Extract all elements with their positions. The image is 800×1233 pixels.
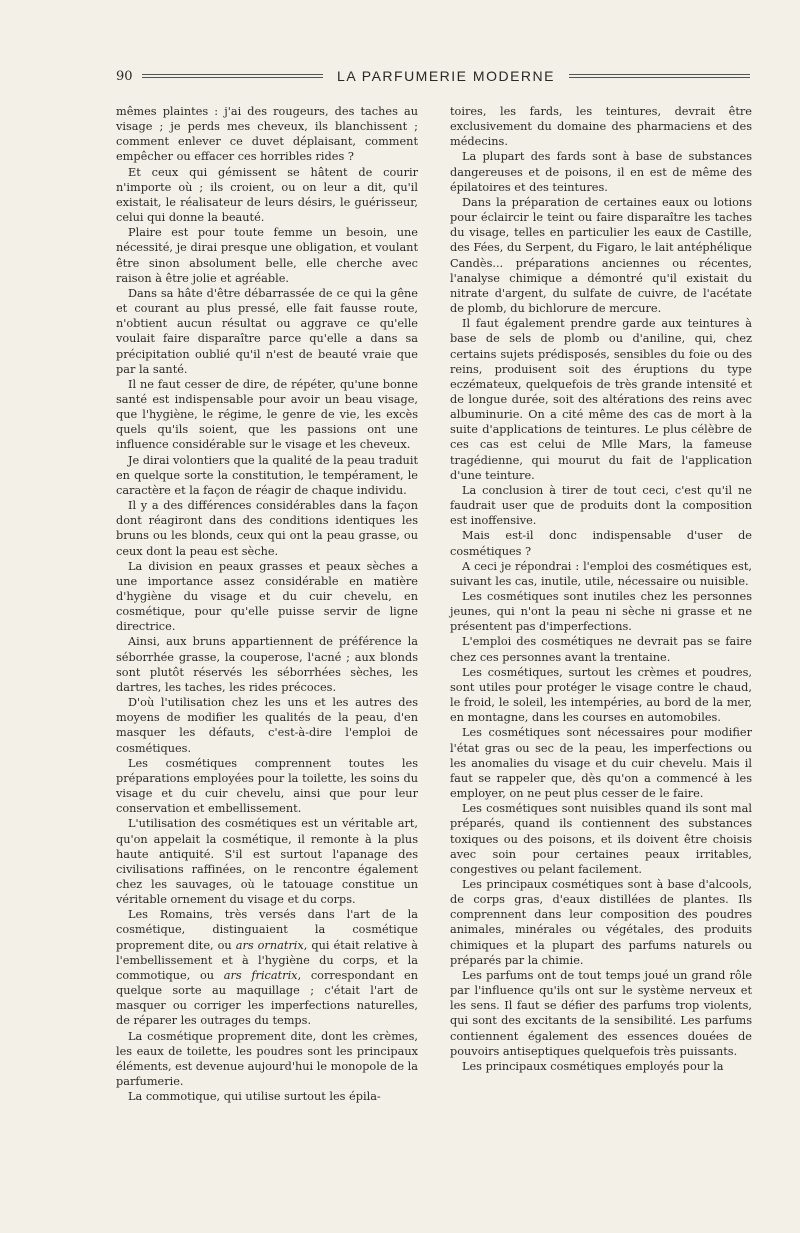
paragraph: Dans sa hâte d'être débarrassée de ce qui la gêne et courant au plus pressé, elle fait fausse route, n'obtient aucun résultat ou aggrave ce qu'elle voulait faire disparaître parce qu'elle a dans sa précipitation oublié qu'il n'est de beauté vraie que par la santé. — [116, 286, 418, 376]
paragraph: Plaire est pour toute femme un besoin, une nécessité, je dirai presque une obligation, et voulant être sinon absolument belle, elle cherche avec raison à être jolie et agréable. — [116, 226, 418, 285]
paragraph: Les cosmétiques sont nuisibles quand ils sont mal préparés, quand ils contiennent des substances toxiques ou des poisons, et ils doivent être choisis avec soin pour certaines peaux irritables, congestives ou pelant facilement. — [450, 802, 752, 876]
paragraph: Dans la préparation de certaines eaux ou lotions pour éclaircir le teint ou faire disparaître les taches du visage, telles en particulier les eaux de Castille, des Fées, du Serpent, du Figaro, le lait antéphélique Candès... préparations anciennes ou récentes, l'analyse chimique a démontré qu'il existait du nitrate d'argent, du sulfate de cuivre, de l'acétate de plomb, du bichlorure de mercure. — [450, 195, 752, 316]
paragraph: Il ne faut cesser de dire, de répéter, qu'une bonne santé est indispensable pour avoir un beau visage, que l'hygiène, le régime, le genre de vie, les excès quels qu'ils soient, que les passions ont une influence considérable sur le visage et les cheveux. — [116, 377, 418, 452]
paragraph: Il y a des différences considérables dans la façon dont réagiront dans des conditions identiques les bruns ou les blonds, ceux qui ont la peau grasse, ou ceux dont la peau est sèche. — [116, 499, 418, 558]
paragraph: Et ceux qui gémissent se hâtent de courir n'importe où ; ils croient, ou on leur a dit, qu'il existait, le réalisateur de leurs désirs, le guérisseur, celui qui donne la beauté. — [116, 165, 418, 225]
paragraph: La conclusion à tirer de tout ceci, c'est qu'il ne faudrait user que de produits dont la composition est inoffensive. — [450, 483, 752, 528]
paragraph: La division en peaux grasses et peaux sèches a une importance assez considérable en matière d'hygiène du visage et du cuir chevelu, en cosmétique, pour qu'elle puisse servir de ligne directrice. — [116, 559, 418, 634]
paragraph: Ainsi, aux bruns appartiennent de préférence la séborrhée grasse, la couperose, l'acné ; aux blonds sont plutôt réservés les séborrhées sèches, les dartres, les taches, les rides précoces. — [116, 635, 418, 694]
paragraph: Les principaux cosmétiques employés pour la — [462, 1059, 724, 1073]
paragraph: Il faut également prendre garde aux teintures à base de sels de plomb ou d'aniline, qui, chez certains sujets prédisposés, sensibles du foie ou des reins, produisent soit des éruptions du type eczémateux, quelquefois de très grande intensité et de longue durée, soit des altérations des reins avec albuminurie. On a cité même des cas de mort à la suite d'applications de teintures. Le plus célèbre de ces cas est celui de Mlle Mars, la fameuse tragédienne, qui mourut du fait de l'application d'une teinture. — [450, 317, 752, 482]
page-number: 90 — [116, 68, 133, 84]
paragraph: A ceci je répondrai : l'emploi des cosmétiques est, suivant les cas, inutile, utile, nécessaire ou nuisible. — [450, 559, 752, 588]
header-rule-left — [142, 74, 323, 78]
left-column — [116, 104, 418, 1214]
paragraph: mêmes plaintes : j'ai des rougeurs, des taches au visage ; je perds mes cheveux, ils blanchissent ; comment enlever ce duvet déplaisant, comment empêcher ou effacer ces horribles rides ? — [116, 105, 418, 164]
paragraph: Mais est-il donc indispensable d'user de cosmétiques ? — [450, 529, 752, 558]
paragraph: La commotique, qui utilise surtout les épila- — [128, 1090, 381, 1104]
right-column — [450, 104, 752, 1214]
paragraph: Les cosmétiques comprennent toutes les préparations employées pour la toilette, les soins du visage et du cuir chevelu, ainsi que pour leur conservation et embellissement. — [116, 756, 418, 816]
paragraph: Les cosmétiques, surtout les crèmes et poudres, sont utiles pour protéger le visage contre le chaud, le froid, le soleil, les intempéries, au bord de la mer, en montagne, dans les courses en automobiles. — [450, 665, 752, 725]
text-columns — [116, 104, 752, 1214]
paragraph: La cosmétique proprement dite, dont les crèmes, les eaux de toilette, les poudres sont les principaux éléments, est devenue aujourd'hui le monopole de la parfumerie. — [116, 1029, 418, 1088]
paragraph: L'utilisation des cosmétiques est un véritable art, qu'on appelait la cosmétique, il remonte à la plus haute antiquité. S'il est surtout l'apanage des civilisations raffinées, on le rencontre également chez les sauvages, où le tatouage constitue un véritable ornement du visage et du corps. — [116, 817, 418, 907]
journal-title: LA PARFUMERIE MODERNE — [337, 68, 555, 84]
paragraph: Je dirai volontiers que la qualité de la peau traduit en quelque sorte la constitution, le tempérament, le caractère et la façon de réagir de chaque individu. — [116, 453, 418, 497]
page-header — [116, 64, 750, 88]
paragraph: D'où l'utilisation chez les uns et les autres des moyens de modifier les qualités de la peau, d'en masquer les défauts, c'est-à-dire l'emploi de cosmétiques. — [116, 696, 418, 755]
paragraph: Les principaux cosmétiques sont à base d'alcools, de corps gras, d'eaux distillées de plantes. Ils comprennent dans leur composition des poudres animales, minérales ou végétales, des produits chimiques et la plupart des parfums naturels ou préparés par la chimie. — [450, 877, 752, 967]
paragraph: Les cosmétiques sont inutiles chez les personnes jeunes, qui n'ont la peau ni sèche ni grasse et ne présentent pas d'imperfections. — [450, 590, 752, 634]
paragraph: Les parfums ont de tout temps joué un grand rôle par l'influence qu'ils ont sur le système nerveux et les sens. Il faut se défier des parfums trop violents, qui sont des excitants de la sensibilité. Les parfums contiennent également des essences douées de pouvoirs antiseptiques quelquefois très puissants. — [450, 968, 752, 1058]
paragraph: La plupart des fards sont à base de substances dangereuses et de poisons, il en est de même des épilatoires et des teintures. — [450, 150, 752, 194]
paragraph: Les cosmétiques sont nécessaires pour modifier l'état gras ou sec de la peau, les imperfections ou les anomalies du visage et du cuir chevelu. Mais il faut se rappeler que, dès qu'on a commencé à les employer, on ne peut plus cesser de le faire. — [450, 726, 752, 801]
header-rule-right — [569, 74, 750, 78]
paragraph: Les Romains, très versés dans l'art de la cosmétique, distinguaient la cosmétique proprement dite, ou ars ornatrix, qui était relative à l'embellissement et à l'hygiène du corps, et la commotique, ou ars fricatrix, correspondant en quelque sorte au maquillage ; c'était l'art de masquer ou corriger les imperfections naturelles, de réparer les outrages du temps. — [116, 908, 418, 1028]
paragraph: toires, les fards, les teintures, devrait être exclusivement du domaine des pharmaciens et des médecins. — [450, 105, 752, 149]
paragraph: L'emploi des cosmétiques ne devrait pas se faire chez ces personnes avant la trentaine. — [450, 635, 752, 664]
